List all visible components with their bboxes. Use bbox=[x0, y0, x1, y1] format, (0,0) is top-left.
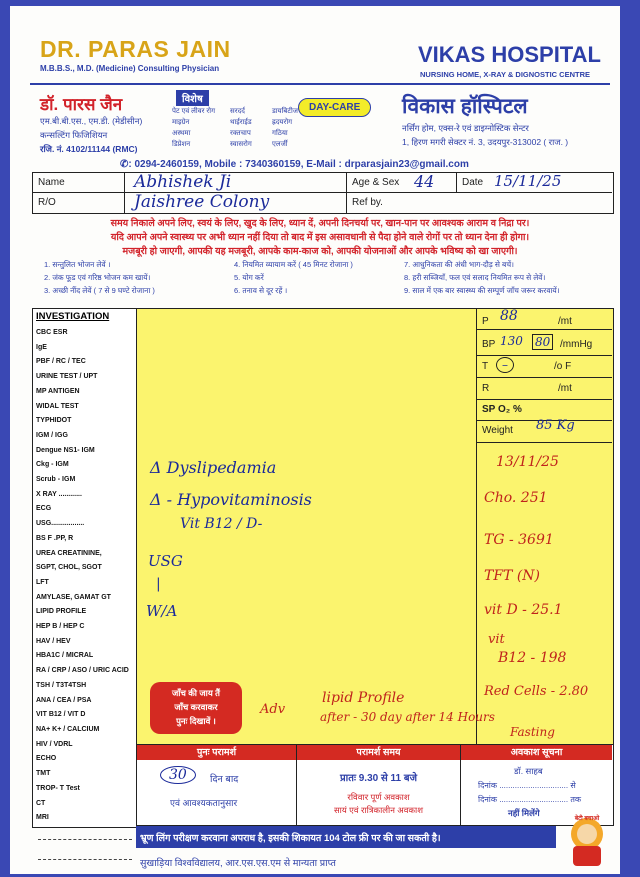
hospital-address-hi: 1, हिरण मगरी सेक्टर नं. 3, उदयपुर-313002 ( राज. ) bbox=[402, 137, 569, 147]
investigation-title: INVESTIGATION bbox=[36, 311, 110, 322]
day-care-badge: DAY-CARE bbox=[298, 98, 371, 117]
investigation-item: USG................. bbox=[36, 520, 85, 528]
usg-note-2: | bbox=[156, 576, 161, 592]
health-tip: 9. साल में एक बार स्वास्थ्य की सम्पूर्ण जाँच जरूर करवायें। bbox=[404, 286, 560, 295]
investigation-item: VIT B12 / VIT D bbox=[36, 711, 86, 719]
ro-value: Jaishree Colony bbox=[134, 192, 270, 212]
investigation-item: TMT bbox=[36, 770, 51, 778]
investigation-item: PBF / RC / TEC bbox=[36, 358, 86, 366]
investigation-item: SGPT, CHOL, SGOT bbox=[36, 564, 102, 572]
investigation-item: TYPHIDOT bbox=[36, 417, 72, 425]
weight-value: 85 Kg bbox=[536, 418, 575, 433]
investigation-item: ECHO bbox=[36, 755, 57, 763]
beti-bachao-text: बेटी बचाओ bbox=[574, 816, 600, 822]
speciality-item: माइग्रेन bbox=[172, 119, 190, 126]
lab-vit-d: vit D - 25.1 bbox=[484, 602, 563, 618]
diagnosis-2: Δ - Hypovitaminosis bbox=[150, 490, 312, 509]
revisit-title: पुनः परामर्श bbox=[137, 745, 296, 760]
investigation-item: RA / CRP / ASO / URIC ACID bbox=[36, 667, 129, 675]
leave-from: दिनांक ............................... से bbox=[478, 781, 576, 790]
doctor-name-en: DR. PARAS JAIN bbox=[40, 36, 231, 62]
health-tip: 5. योग करें bbox=[234, 273, 264, 282]
investigation-item: CT bbox=[36, 799, 46, 807]
investigation-item: UREA CREATININE, bbox=[36, 549, 102, 557]
weight-label: Weight bbox=[482, 425, 513, 436]
investigation-item: BS F .PP, R bbox=[36, 534, 74, 542]
doctor-degree-hi: एम.बी.बी.एस., एम.डी. (मेडीसीन) bbox=[40, 116, 143, 126]
doctor-role-hi: कन्सल्टिंग फिजिशियन bbox=[40, 130, 108, 140]
bp-systolic: 130 bbox=[500, 334, 523, 348]
ref-by-label: Ref by. bbox=[352, 197, 383, 208]
contact-line: ✆: 0294-2460159, Mobile : 7340360159, E-Mail : drparasjain23@gmail.com bbox=[120, 159, 469, 170]
speciality-item: पेट एवं लीवर रोग bbox=[172, 108, 216, 115]
investigation-item: URINE TEST / UPT bbox=[36, 373, 98, 381]
lab-date: 13/11/25 bbox=[496, 454, 559, 470]
investigation-item: TROP- T Test bbox=[36, 784, 80, 792]
resp-unit: /mt bbox=[558, 383, 572, 394]
investigation-item: IgE bbox=[36, 343, 47, 351]
investigation-item: LIPID PROFILE bbox=[36, 608, 87, 616]
date-label: Date bbox=[462, 177, 484, 188]
advice-line-1: समय निकाले अपने लिए, स्वयं के लिए, खुद के लिए, ध्यान दें, अपनी दिनचर्या पर, खान-पान पर आवश्यक आराम व निद्रा पर। bbox=[110, 218, 530, 229]
name-value: Abhishek Ji bbox=[134, 172, 232, 192]
age-sex-value: 44 bbox=[414, 172, 435, 191]
investigation-item: NA+ K+ / CALCIUM bbox=[36, 725, 100, 733]
speciality-title: विशेष bbox=[176, 90, 209, 106]
pulse-unit: /mt bbox=[558, 316, 572, 327]
revisit-after: दिन बाद bbox=[210, 774, 239, 785]
leave-title: अवकाश सूचना bbox=[461, 745, 612, 760]
pulse-label: P bbox=[482, 316, 489, 327]
time-sunday: रविवार पूर्ण अवकाश bbox=[347, 792, 410, 802]
warning-text: भ्रूण लिंग परीक्षण करवाना अपराध है, इसकी शिकायत 104 टोल फ्री पर की जा सकती है। bbox=[140, 833, 441, 844]
date-value: 15/11/25 bbox=[494, 172, 562, 190]
retest-note-3: पुनः दिखावें । bbox=[176, 716, 216, 726]
followup-2: after - 30 day after 14 Hours bbox=[320, 710, 495, 724]
speciality-item: स्वासरोग bbox=[230, 141, 252, 148]
lab-tft: TFT (N) bbox=[484, 568, 541, 584]
hospital-name-en: VIKAS HOSPITAL bbox=[418, 42, 601, 67]
speciality-item: एलर्जी bbox=[272, 141, 288, 148]
investigation-item: HIV / VDRL bbox=[36, 740, 73, 748]
speciality-item: रक्तचाप bbox=[230, 130, 251, 137]
temp-value: – bbox=[496, 357, 514, 373]
investigation-item: LFT bbox=[36, 578, 49, 586]
doctor-name-hi: डॉ. पारस जैन bbox=[40, 95, 123, 114]
health-tips bbox=[44, 260, 604, 304]
diagnosis-3: Vit B12 / D- bbox=[180, 516, 263, 532]
lab-vit-b12-a: vit bbox=[488, 632, 505, 647]
spo2-label: SP O₂ % bbox=[482, 404, 522, 415]
speciality-item: सरदर्द bbox=[230, 108, 246, 115]
investigation-item: IGM / IGG bbox=[36, 431, 68, 439]
investigation-item: MRI bbox=[36, 814, 49, 822]
health-tip: 3. अच्छी नींद लेवें ( 7 से 9 घण्टे रोजाना ) bbox=[44, 286, 155, 295]
speciality-item: डिप्रेशन bbox=[172, 141, 191, 148]
lab-vit-b12-b: B12 - 198 bbox=[498, 650, 567, 666]
speciality-col-1 bbox=[172, 106, 232, 150]
recognition-text: सुखाड़िया विश्वविद्यालय, आर.एस.एस.एम से मान्यता प्राप्त bbox=[140, 858, 336, 869]
age-sex-label: Age & Sex bbox=[352, 177, 400, 188]
investigation-item: Dengue NS1- IGM bbox=[36, 446, 95, 454]
investigation-item: HBA1C / MICRAL bbox=[36, 652, 94, 660]
investigation-item: AMYLASE, GAMAT GT bbox=[36, 593, 111, 601]
investigation-item: X RAY ............ bbox=[36, 490, 82, 498]
retest-note-2: जाँच करवाकर bbox=[174, 702, 218, 712]
investigation-item: ANA / CEA / PSA bbox=[36, 696, 92, 704]
leave-absent: नहीं मिलेंगे bbox=[508, 808, 540, 818]
temp-unit: /o F bbox=[554, 361, 572, 372]
speciality-item: गठिया bbox=[272, 130, 288, 137]
lab-red-cells: Red Cells - 2.80 bbox=[484, 684, 589, 699]
investigation-item: MP ANTIGEN bbox=[36, 387, 80, 395]
speciality-item: अस्थमा bbox=[172, 130, 191, 137]
prescription-pad bbox=[10, 6, 620, 874]
resp-label: R bbox=[482, 383, 490, 394]
bp-label: BP bbox=[482, 339, 496, 350]
beti-bachao-logo bbox=[562, 814, 612, 872]
pulse-value: 88 bbox=[500, 308, 518, 324]
health-tip: 2. जंक फूड एवं गरिष्ठ भोजन कम खायें। bbox=[44, 273, 151, 282]
advice-label: Adv bbox=[260, 702, 286, 717]
investigation-item: Ckg - IGM bbox=[36, 461, 69, 469]
name-label: Name bbox=[38, 177, 65, 188]
time-title: परामर्श समय bbox=[297, 745, 460, 760]
bp-diastolic: 80 bbox=[532, 334, 553, 350]
reg-number: रजि. नं. 4102/11144 (RMC) bbox=[40, 144, 138, 154]
hospital-sub-en: NURSING HOME, X-RAY & DIGNOSTIC CENTRE bbox=[420, 70, 591, 79]
retest-note-1: जाँच की जाय तैं bbox=[171, 688, 220, 698]
speciality-item: ह्रदयरोग bbox=[272, 119, 293, 126]
doctor-degree-en: M.B.B.S., M.D. (Medicine) Consulting Physician bbox=[40, 64, 220, 73]
investigation-item: Scrub - IGM bbox=[36, 476, 76, 484]
advice-line-2: यदि आपने अपने स्वास्थ्य पर अभी ध्यान नहीं दिया तो बाद में इस असावधानी से पैदा होने वाले रोगों पर तो ध्यान देना ही होगा। bbox=[110, 232, 530, 243]
health-tip: 6. तनाव से दूर रहें । bbox=[234, 286, 288, 295]
leave-dr: डॉ. साहब bbox=[514, 766, 543, 776]
usg-note-3: W/A bbox=[146, 602, 178, 620]
investigation-item: ECG bbox=[36, 505, 52, 513]
followup-1: lipid Profile bbox=[322, 690, 405, 706]
investigation-item: HAV / HEV bbox=[36, 637, 71, 645]
time-night: सायं एवं रात्रिकालीन अवकाश bbox=[333, 805, 424, 815]
temp-label: T bbox=[482, 361, 489, 372]
speciality-item: डायबिटीज bbox=[272, 108, 298, 115]
bp-unit: /mmHg bbox=[560, 339, 593, 350]
hospital-name-hi: विकास हॉस्पिटल bbox=[402, 95, 528, 118]
investigation-item: HEP B / HEP C bbox=[36, 623, 85, 631]
followup-3: Fasting bbox=[510, 725, 555, 739]
health-tip: 8. हरी सब्जियाँ, फल एवं सलाद नियमित रूप से लेवें। bbox=[404, 273, 546, 282]
time-value: प्रातः 9.30 से 11 बजे bbox=[339, 773, 418, 784]
leave-to: दिनांक ............................... तक bbox=[478, 795, 582, 804]
investigation-item: CBC ESR bbox=[36, 329, 68, 336]
header-rule bbox=[30, 83, 610, 85]
usg-note-1: USG bbox=[148, 552, 183, 570]
lab-cholesterol: Cho. 251 bbox=[484, 490, 548, 506]
advice-line-3: मजबूरी हो जाएगी, आपकी यह मजबूरी, आपके काम-काज को, आपकी योजनाओं और आपके भविष्य को खा जाएगी। bbox=[122, 246, 518, 257]
investigation-list bbox=[36, 326, 136, 826]
health-tip: 7. आधुनिकता की अंधी भाग-दौड़ से बचें। bbox=[404, 260, 514, 269]
investigation-item: WIDAL TEST bbox=[36, 402, 79, 410]
revisit-need: एवं आवश्यकतानुसार bbox=[170, 798, 238, 808]
health-tip: 4. नियमित व्यायाम करें ( 45 मिनट रोजाना ) bbox=[234, 260, 353, 269]
speciality-item: थाईराईड bbox=[230, 119, 252, 126]
investigation-item: TSH / T3T4TSH bbox=[36, 681, 87, 689]
health-tip: 1. सन्तुलित भोजन लेवें । bbox=[44, 260, 111, 269]
lab-tg: TG - 3691 bbox=[484, 532, 554, 548]
revisit-days: 30 bbox=[160, 766, 196, 784]
hospital-sub-hi: नर्सिंग होम, एक्स-रे एवं डाइग्नोस्टिक सेन्टर bbox=[402, 123, 529, 133]
diagnosis-1: Δ Dyslipedamia bbox=[150, 458, 277, 477]
ro-label: R/O bbox=[38, 197, 56, 208]
